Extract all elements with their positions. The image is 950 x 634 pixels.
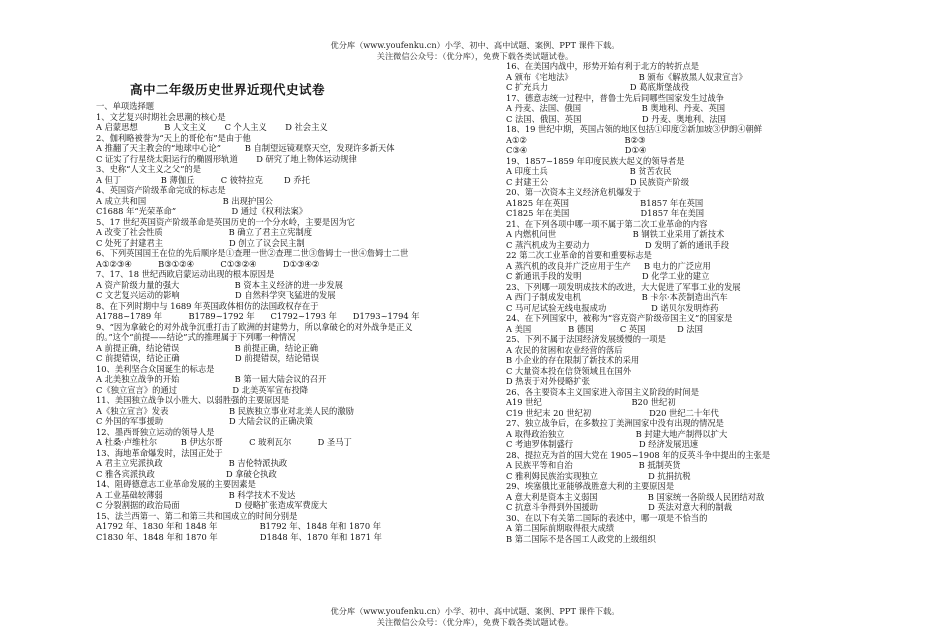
page-header xyxy=(0,40,950,61)
question-line: C 考迪罗体制盛行 D 经济发展迅速 xyxy=(506,439,699,449)
question-line: 3、史称“人文主义之父”的是 xyxy=(96,164,202,174)
question-line: 28、提拉克为首的国大党在 1905~1908 年的反英斗争中提出的主张是 xyxy=(506,449,771,460)
question-line: A 资产阶级力量的强大 B 资本主义经济的进一步发展 xyxy=(96,279,343,290)
question-line: 10、美利坚合众国诞生的标志是 xyxy=(96,363,215,374)
question-line: C 处死了封建君主 D 创立了议会民主制 xyxy=(96,237,305,248)
question-line: C 封建王公 D 民族资产阶级 xyxy=(506,176,690,187)
question-line: 30、在以下有关第二国际的表述中，哪一项是不恰当的 xyxy=(506,512,708,523)
question-line: 8、在下列时期中与 1689 年英国政体相仿的法国政权存在于 xyxy=(96,300,319,311)
question-line: A 民族平等和自治 B 抵制英货 xyxy=(506,460,681,470)
page-title: 高中二年级历史世界近现代史试卷 xyxy=(130,82,326,97)
question-line: A 内燃机问世 B 钢铁工业采用了新技术 xyxy=(506,229,725,239)
question-line: A19 世纪 B20 世纪初 xyxy=(506,397,676,407)
question-line: C 扩充兵力 D 葛底斯堡战役 xyxy=(506,82,690,92)
question-line: 11、美国独立战争以小胜大、以弱胜强的主要原因是 xyxy=(96,395,290,405)
question-line: 5、17 世纪英国资产阶级革命是英国历史的一个分水岭，主要是因为它 xyxy=(96,216,356,227)
footer-line-1: 优分库（www.youfenku.cn）小学、初中、高中试题、案例、PPT 课件下载。 xyxy=(330,606,620,616)
question-line: C 新通讯手段的发明 D 化学工业的建立 xyxy=(506,271,710,281)
question-line: 17、德意志统一过程中，普鲁士先后同哪些国家发生过战争 xyxy=(506,92,724,103)
question-line: A 意大利是资本主义弱国 B 国家统一各阶级人民团结对敌 xyxy=(506,491,765,502)
question-line: 一、单项选择题 xyxy=(96,101,155,111)
question-line: A 前提正确，结论错误 B 前提正确，结论正确 xyxy=(96,342,319,353)
question-line: C1825 年在美国 D1857 年在美国 xyxy=(506,208,705,218)
question-line: C 大量资本投在信贷领域且在国外 xyxy=(506,365,632,376)
question-line: 12、墨西哥独立运动的领导人是 xyxy=(96,426,215,437)
question-line: A 改变了社会性质 B 确立了君主立宪制度 xyxy=(96,227,313,237)
question-line: 的。”这个“前提——结论”式的推理属于下列哪一种情况 xyxy=(96,332,296,342)
page-footer xyxy=(0,606,950,627)
question-line: C 分裂割据的政治局面 D 侵略扩张造成军费庞大 xyxy=(96,500,328,510)
question-line: 20、第一次资本主义经济危机爆发于 xyxy=(506,187,642,197)
question-line: 4、英国资产阶级革命完成的标志是 xyxy=(96,185,226,195)
question-line: A 取得政治独立 B 封建大地产制得以扩大 xyxy=(506,428,728,439)
question-line: C 雅各宾派执政 D 拿破仑执政 xyxy=(96,468,277,479)
question-line: D 热衷于对外侵略扩张 xyxy=(506,376,590,386)
question-line: A 杜桑·卢维杜尔 B 伊达尔哥 C 玻利瓦尔 D 圣马丁 xyxy=(96,437,352,447)
question-line: A 但丁 B 薄伽丘 C 彼特拉克 D 乔托 xyxy=(96,174,310,185)
question-line: A 颁布《宅地法》 B 颁布《解放黑人奴隶宣言》 xyxy=(506,71,747,82)
question-line: C《独立宣言》的通过 D 北美英军宣布投降 xyxy=(96,384,309,395)
question-line: 18、19 世纪中期，英国占领的地区包括①印度②新加坡③伊朗④朝鲜 xyxy=(506,124,763,134)
question-line: 15、法兰西第一、第二和第三共和国成立的时间分别是 xyxy=(96,510,298,521)
question-line: 16、在美国内战中，形势开始有利于北方的转折点是 xyxy=(506,61,700,71)
question-line: A1825 年在英国 B1857 年在英国 xyxy=(506,197,704,208)
question-line: 19、1857~1859 年印度民族大起义的领导者是 xyxy=(506,155,685,166)
question-line: C 雅利姆民族治实现独立 D 抗捐抗税 xyxy=(506,470,691,481)
question-line: C 蒸汽机成为主要动力 D 发明了新的通讯手段 xyxy=(506,239,730,250)
question-line: C19 世纪末 20 世纪初 D20 世纪二十年代 xyxy=(506,407,719,418)
question-line: A 农民的贫困和农业经营的落后 xyxy=(506,344,623,355)
question-line: 23、下列哪一项发明成技术的改进，大大促进了军事工业的发展 xyxy=(506,281,741,292)
right-column xyxy=(506,61,770,544)
question-line: C 马可尼试验无线电报成功 D 诺贝尔发明炸药 xyxy=(506,302,719,313)
question-line: 26、各主要资本主义国家进入帝国主义阶段的时间是 xyxy=(506,386,700,397)
question-line: A①② B②③ xyxy=(506,134,646,145)
question-line: C 文艺复兴运动的影响 D 自然科学突飞猛进的发展 xyxy=(96,290,336,300)
question-line: A1788~1789 年 B1789~1792 年 C1792~1793 年 D1793~1794 年 xyxy=(96,311,420,321)
question-line: A 工业基础较薄弱 B 科学技术不发达 xyxy=(96,489,296,500)
header-line-2: 关注微信公众号：（优分库），免费下载各类试题试卷。 xyxy=(376,50,574,61)
question-line: 6、下列英国国王在位的先后顺序是①查理一世②查理二世③詹姆士一世④詹姆士二世 xyxy=(96,248,409,258)
question-line: 24、在下列国家中，被称为“容克资产阶级帝国主义”的国家是 xyxy=(506,313,733,323)
question-line: A 启蒙思想 B 人文主义 C 个人主义 D 社会主义 xyxy=(96,122,328,132)
question-line: 21、在下列各项中哪一项不属于第二次工业革命的内容 xyxy=(506,218,708,229)
question-line: A 蒸汽机的改良并广泛应用于生产 B 电力的广泛应用 xyxy=(506,260,711,271)
question-line: 9、“因为拿破仑的对外战争沉重打击了欧洲的封建势力，所以拿破仑的对外战争是正义 xyxy=(96,321,413,332)
question-line: 29、埃塞俄比亚能够战胜意大利的主要原因是 xyxy=(506,481,675,491)
question-line: A①②③④ B③①②④ C①③②④ D①③④② xyxy=(96,258,320,269)
question-line: A 第二国际前期取得很大成绩 xyxy=(506,523,615,533)
question-line: C1830 年、1848 年和 1870 年 D1848 年、1870 年和 1871 年 xyxy=(96,531,382,542)
question-line: C 法国、俄国、英国 D 丹麦、奥地利、法国 xyxy=(506,113,726,124)
question-line: A 成立共和国 B 出现护国公 xyxy=(96,195,273,206)
question-line: 27、独立战争后，在多数拉丁美洲国家中没有出现的情况是 xyxy=(506,418,724,428)
question-line: 2、伽利略被誉为“天上的哥伦布”是由于他 xyxy=(96,132,251,143)
question-line: 7、17、18 世纪西欧启蒙运动出现的根本原因是 xyxy=(96,269,275,279)
question-line: A 推翻了天主教会的“地球中心论” B 自制望远镜观察天空，发现许多新天体 xyxy=(96,143,395,153)
header-line-1: 优分库（www.youfenku.cn）小学、初中、高中试题、案例、PPT 课件下载。 xyxy=(330,40,620,50)
question-line: 1、文艺复兴时期社会思潮的核心是 xyxy=(96,111,226,122)
question-line: A 印度土兵 B 贫苦农民 xyxy=(506,166,672,176)
question-line: C③④ D①④ xyxy=(506,145,647,155)
question-line: C 抗意斗争得到外国援助 D 英法对意大利的制裁 xyxy=(506,502,733,512)
question-line: A《独立宣言》发表 B 民族独立事业对北美人民的激励 xyxy=(96,405,354,416)
question-line: A 西门子制成发电机 B 卡尔·本茨制造出汽车 xyxy=(506,292,728,302)
footer-line-2: 关注微信公众号：（优分库），免费下载各类试题试卷。 xyxy=(376,616,574,627)
question-line: C 证实了行星绕太阳运行的椭圆形轨道 D 研究了地上物体运动规律 xyxy=(96,153,357,164)
question-line: 22 第二次工业革命的首要和重要标志是 xyxy=(506,250,652,260)
question-line: 13、海地革命爆发时，法国正处于 xyxy=(96,447,223,458)
question-line: A 北美独立战争的开始 B 第一届大陆会议的召开 xyxy=(96,374,327,384)
question-line: A 君主立宪派执政 B 吉伦特派执政 xyxy=(96,458,288,468)
question-line: C 外国的军事援助 D 大陆会议的正确决策 xyxy=(96,416,313,426)
question-line: A 美国 B 德国 C 英国 D 法国 xyxy=(506,323,703,334)
question-line: C 前提错误，结论正确 D 前提错误，结论错误 xyxy=(96,353,320,363)
question-line: C1688 年“光荣革命” D 通过《权利法案》 xyxy=(96,206,308,216)
question-line: B 小企业的存在限制了新技术的采用 xyxy=(506,355,640,365)
question-line: B 第二国际不是各国工人政党的上级组织 xyxy=(506,533,656,544)
left-column xyxy=(96,101,420,542)
question-line: A1792 年、1830 年和 1848 年 B1792 年、1848 年和 1870 年 xyxy=(96,521,382,531)
question-line: A 丹麦、法国、俄国 B 奥地利、丹麦、英国 xyxy=(506,103,726,113)
question-line: 25、下列不属于法国经济发展缓慢的一项是 xyxy=(506,334,666,344)
question-line: 14、阻碍德意志工业革命发展的主要因素是 xyxy=(96,479,256,489)
